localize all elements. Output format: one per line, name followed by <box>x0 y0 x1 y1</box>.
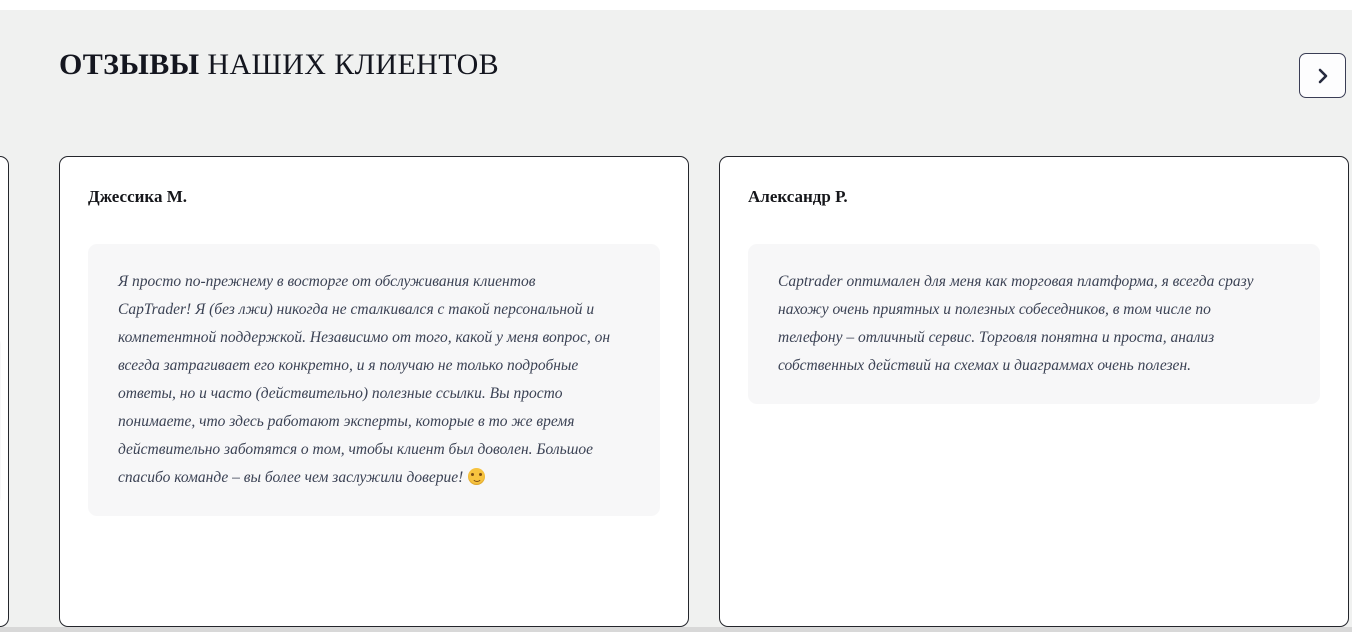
quote-line: Я просто по-прежнему в восторге от обслуживания клиентов <box>118 273 536 290</box>
quote-line: ответы, но и часто (действительно) полезные ссылки. Вы просто <box>118 385 563 402</box>
testimonial-card-partial <box>0 156 9 627</box>
quote-line: телефону – отличный сервис. Торговля понятна и проста, анализ <box>778 329 1215 346</box>
top-white-strip <box>0 0 1352 10</box>
smiling-face-emoji <box>468 468 485 485</box>
testimonial-quote <box>748 244 1320 404</box>
bottom-gray-strip <box>0 627 1352 632</box>
section-title <box>59 48 499 82</box>
quote-line: всегда затрагивает его конкретно, и я получаю не только подробные <box>118 357 579 374</box>
quote-line: Captrader оптимален для меня как торговая платформа, я всегда сразу <box>778 273 1254 290</box>
testimonial-card <box>59 156 689 627</box>
testimonial-card <box>719 156 1349 627</box>
section-title-emphasis: ОТЗЫВЫ <box>59 48 200 81</box>
quote-line: действительно заботятся о том, чтобы клиент был доволен. Большое <box>118 441 594 458</box>
next-slide-button[interactable] <box>1299 53 1346 98</box>
quote-line <box>118 464 630 492</box>
quote-line: понимаете, что здесь работают эксперты, которые в то же время <box>118 413 575 430</box>
quote-line: компетентной поддержкой. Независимо от того, какой у меня вопрос, он <box>118 329 611 346</box>
reviewer-name: Александр Р. <box>748 187 848 206</box>
chevron-right-icon <box>1315 68 1331 84</box>
quote-line: собственных действий на схемах и диаграммах очень полезен. <box>778 357 1192 374</box>
carousel-track <box>0 156 1352 627</box>
section-title-rest: НАШИХ КЛИЕНТОВ <box>199 48 500 81</box>
quote-line: нахожу очень приятных и полезных собеседников, в том числе по <box>778 301 1211 318</box>
testimonial-quote <box>88 244 660 516</box>
testimonial-quote-partial <box>0 336 1 506</box>
reviewer-name: Джессика М. <box>88 187 188 206</box>
quote-line-text: спасибо команде – вы более чем заслужили доверие! <box>118 469 464 486</box>
quote-line: CapTrader! Я (без лжи) никогда не сталкивался с такой персональной и <box>118 301 595 318</box>
